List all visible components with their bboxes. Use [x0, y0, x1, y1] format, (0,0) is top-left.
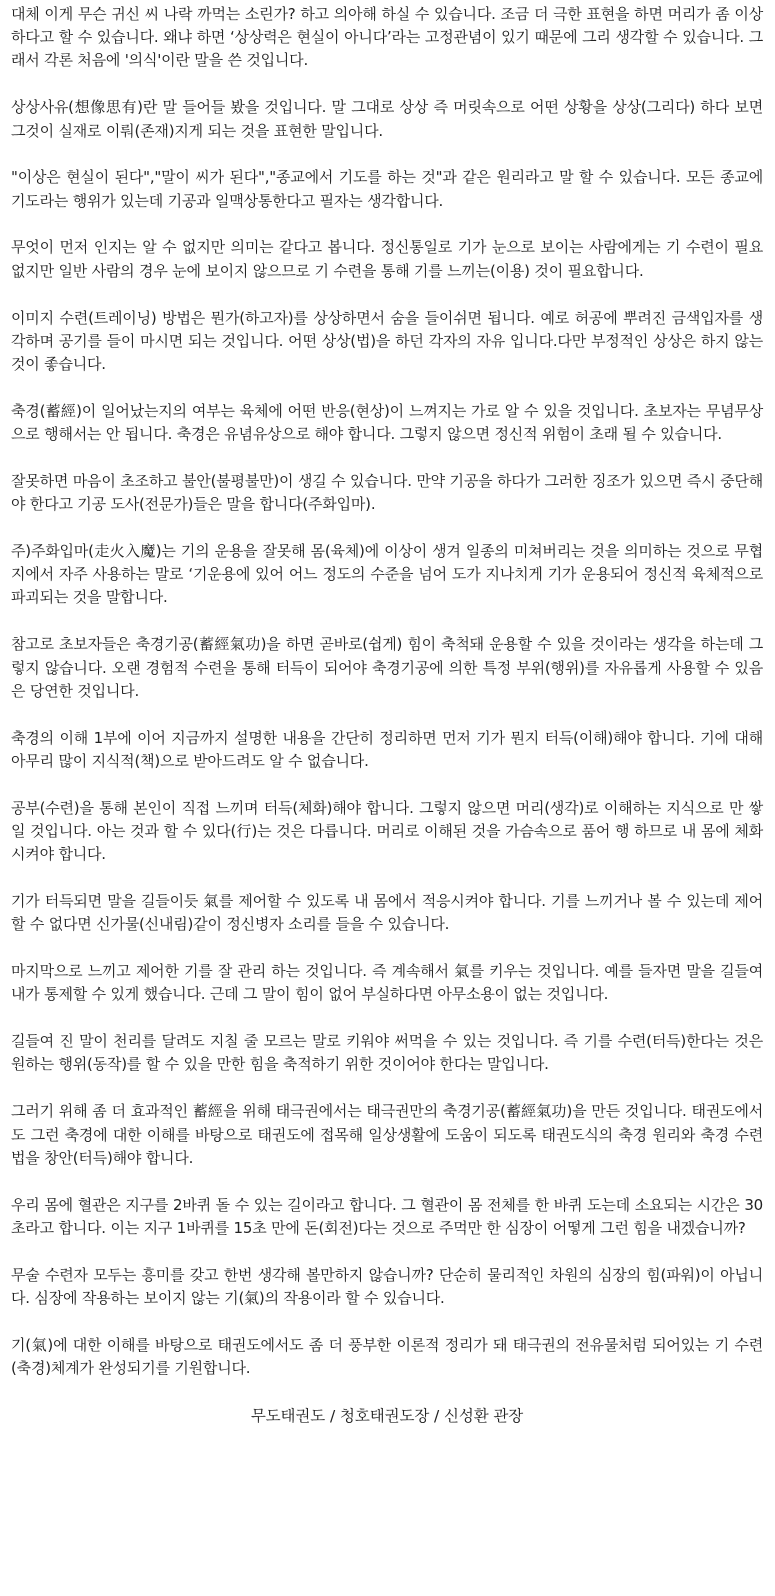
paragraph-14: 길들여 진 말이 천리를 달려도 지칠 줄 모르는 말로 키워야 써먹을 수 있는 것입니다. 즉 기를 수련(터득)한다는 것은 원하는 행위(동작)를 할 수 있을 만한 힘을 축적하기 위한 것이어야 한다는 말입니다.	[11, 1032, 763, 1074]
paragraph-7: 잘못하면 마음이 초조하고 불안(불평불만)이 생길 수 있습니다. 만약 기공을 하다가 그러한 징조가 있으면 즉시 중단해야 한다고 기공 도사(전문가)들은 말을 합니다(주화입마).	[11, 471, 763, 514]
paragraph-15: 그러기 위해 좀 더 효과적인 蓄經을 위해 태극권에서는 태극권만의 축경기공(蓄經氣功)을 만든 것입니다. 태권도에서도 그런 축경에 대한 이해를 바탕으로 태권도에 접목해 일상생활에 도움이 되도록 태권도식의 축경 원리와 축경 수련법을 창안(터득)해야 합니다.	[11, 1102, 763, 1167]
paragraph-13: 마지막으로 느끼고 제어한 기를 잘 관리 하는 것입니다. 즉 계속해서 氣를 키우는 것입니다. 예를 들자면 말을 길들여 내가 통제할 수 있게 했습니다. 근데 그 말이 힘이 없어 부실하다면 아무소용이 없는 것입니다.	[11, 962, 763, 1004]
paragraph-10: 축경의 이해 1부에 이어 지금까지 설명한 내용을 간단히 정리하면 먼저 기가 뭔지 터득(이해)해야 합니다. 기에 대해 아무리 많이 지식적(책)으로 받아드려도 알 수 없습니다.	[11, 728, 763, 770]
paragraph-16: 우리 몸에 혈관은 지구를 2바퀴 돌 수 있는 길이라고 합니다. 그 혈관이 몸 전체를 한 바퀴 도는데 소요되는 시간은 30초라고 합니다. 이는 지구 1바퀴를 15초 만에 돈(회전)다는 것으로 주먹만 한 심장이 어떻게 그런 힘을 내겠습니까?	[11, 1195, 764, 1237]
paragraph-6: 축경(蓄經)이 일어났는지의 여부는 육체에 어떤 반응(현상)이 느껴지는 가로 알 수 있을 것입니다. 초보자는 무념무상으로 행해서는 안 됩니다. 축경은 유념유상으로 해야 합니다. 그렇지 않으면 정신적 위험이 초래 될 수 있습니다.	[11, 401, 763, 444]
paragraph-12: 기가 터득되면 말을 길들이듯 氣를 제어할 수 있도록 내 몸에서 적응시켜야 합니다. 기를 느끼거나 볼 수 있는데 제어할 수 없다면 신가물(신내림)같이 정신병자 소리를 들을 수 있습니다.	[11, 892, 763, 934]
paragraph-18: 기(氣)에 대한 이해를 바탕으로 태권도에서도 좀 더 풍부한 이론적 정리가 돼 태극권의 전유물처럼 되어있는 기 수련(축경)체계가 완성되기를 기원합니다.	[11, 1335, 763, 1378]
author-signature: 무도태권도 / 청호태권도장 / 신성환 관장	[250, 1406, 524, 1425]
paragraph-3: "이상은 현실이 된다","말이 씨가 된다","종교에서 기도를 하는 것"과 같은 원리라고 말 할 수 있습니다. 모든 종교에 기도라는 행위가 있는데 기공과 일맥상통한다고 필자는 생각합니다.	[11, 168, 763, 210]
paragraph-2: 상상사유(想像思有)란 말 들어들 봤을 것입니다. 말 그대로 상상 즉 머릿속으로 어떤 상황을 상상(그리다) 하다 보면 그것이 실재로 이뤄(존재)지게 되는 것을 표현한 말입니다.	[11, 98, 763, 140]
paragraph-5: 이미지 수련(트레이닝) 방법은 뭔가(하고자)를 상상하면서 숨을 들이쉬면 됩니다. 예로 허공에 뿌려진 금색입자를 생각하며 공기를 들이 마시면 되는 것입니다. 어떤 상상(법)을 하던 각자의 자유 입니다.다만 부정적인 상상은 하지 않는 것이 좋습니다.	[11, 308, 763, 373]
paragraph-4: 무엇이 먼저 인지는 알 수 없지만 의미는 같다고 봅니다. 정신통일로 기가 눈으로 보이는 사람에게는 기 수련이 필요 없지만 일반 사람의 경우 눈에 보이지 않으므로 기 수련을 통해 기를 느끼는(이용) 것이 필요합니다.	[11, 238, 763, 280]
paragraph-9: 참고로 초보자들은 축경기공(蓄經氣功)을 하면 곧바로(쉽게) 힘이 축척돼 운용할 수 있을 것이라는 생각을 하는데 그렇지 않습니다. 오랜 경험적 수련을 통해 터득이 되어야 축경기공에 의한 특정 부위(행위)를 자유롭게 사용할 수 있음은 당연한 것입니다.	[11, 635, 763, 700]
paragraph-17: 무술 수련자 모두는 흥미를 갖고 한번 생각해 볼만하지 않습니까? 단순히 물리적인 차원의 심장의 힘(파워)이 아닙니다. 심장에 작용하는 보이지 않는 기(氣)의 작용이라 할 수 있습니다.	[11, 1265, 763, 1307]
paragraph-11: 공부(수련)을 통해 본인이 직접 느끼며 터득(체화)해야 합니다. 그렇지 않으면 머리(생각)로 이해하는 지식으로 만 쌓일 것입니다. 아는 것과 할 수 있다(行)는 것은 다릅니다. 머리로 이해된 것을 가슴속으로 품어 행 하므로 내 몸에 체화시켜야 합니다.	[11, 798, 763, 864]
paragraph-1: 대체 이게 무슨 귀신 씨 나락 까먹는 소린가? 하고 의아해 하실 수 있습니다. 조금 더 극한 표현을 하면 머리가 좀 이상하다고 할 수 있습니다. 왜냐 하면 ‘상상력은 현실이 아니다’라는 고정관념이 있기 때문에 그리 생각할 수 있습니다. 그래서 각론 처음에 '의식'이란 말을 쓴 것입니다.	[11, 5, 763, 70]
paragraph-8: 주)주화입마(走火入魔)는 기의 운용을 잘못해 몸(육체)에 이상이 생겨 일종의 미쳐버리는 것을 의미하는 것으로 무협지에서 자주 사용하는 말로 ‘기운용에 있어 어느 정도의 수준을 넘어 도가 지나치게 기가 운용되어 정신적 육체적으로 파괴되는 것을 말합니다.	[11, 542, 763, 607]
